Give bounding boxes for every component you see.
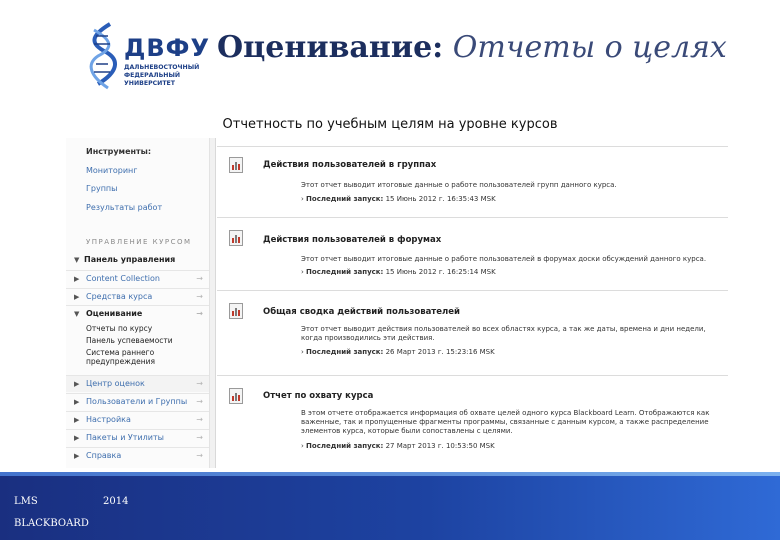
report-title-link[interactable]: Отчет по охвату курса [263,391,374,401]
reports-list [217,138,728,468]
nav-item-customization[interactable] [66,411,209,428]
report-title-link[interactable]: Действия пользователей в группах [263,160,437,170]
arrow-right-icon: → [196,292,203,301]
slide-subtitle: Отчетность по учебным целям на уровне курсов [222,117,558,132]
logo-sub-line: УНИВЕРСИТЕТ [124,80,175,87]
last-run-value: 15 Июнь 2012 г. 16:25:14 MSK [385,268,496,276]
control-panel-header[interactable] [74,255,175,264]
nav-item-grade-center[interactable] [66,375,209,392]
nav-item-label: Справка [86,451,122,460]
report-last-run: › Последний запуск: 26 Март 2013 г. 15:23:16 MSK [301,348,495,356]
report-document-icon [229,157,243,173]
blackboard-screenshot [66,138,728,468]
report-description: Этот отчет выводит итоговые данные о работе пользователей групп данного курса. [301,181,617,189]
triangle-right-icon: ▶ [74,452,80,460]
triangle-right-icon: ▶ [74,398,80,406]
triangle-right-icon: ▶ [74,275,80,283]
course-management-heading: УПРАВЛЕНИЕ КУРСОМ [86,238,192,246]
logo-name: ДВФУ [124,34,210,62]
report-description: Этот отчет выводит действия пользователей во всех областях курса, а так же даты, времена и дни недели, когда производились эти действия. [301,325,706,342]
nav-item-help[interactable] [66,447,209,464]
report-title-link[interactable]: Действия пользователей в форумах [263,235,442,245]
report-item [217,290,728,374]
arrow-right-icon: → [196,274,203,283]
arrow-right-icon: → [196,433,203,442]
report-document-icon [229,230,243,246]
logo-subtitle [124,64,214,88]
tool-link-results[interactable]: Результаты работ [86,203,163,212]
nav-item-packages-utilities[interactable] [66,429,209,446]
arrow-right-icon: → [196,309,203,318]
last-run-value: 27 Март 2013 г. 10:53:50 MSK [385,442,495,450]
nav-item-label: Пользователи и Группы [86,397,188,406]
arrow-right-icon: → [196,379,203,388]
nav-item-label: Content Collection [86,274,160,283]
report-description: Этот отчет выводит итоговые данные о работе пользователей в форумах доски обсуждений данного курса. [301,255,707,263]
nav-item-label: Пакеты и Утилиты [86,433,164,442]
report-title-link[interactable]: Общая сводка действий пользователей [263,307,460,317]
last-run-label: Последний запуск: [306,442,384,450]
sub-link-early-warning[interactable]: Система раннего предупреждения [86,348,156,366]
nav-item-content-collection[interactable] [66,270,209,287]
footer-blackboard: BLACKBOARD [14,518,89,529]
nav-item-assessment[interactable] [66,305,209,322]
nav-item-label: Средства курса [86,292,153,301]
dna-helix-logo-icon [82,22,122,94]
last-run-value: 26 Март 2013 г. 15:23:16 MSK [385,348,495,356]
tool-link-groups[interactable]: Группы [86,184,118,193]
last-run-label: Последний запуск: [306,348,384,356]
arrow-right-icon: → [196,451,203,460]
footer-year: 2014 [103,496,129,507]
report-last-run: › Последний запуск: 15 Июнь 2012 г. 16:35:43 MSK [301,195,496,203]
report-item [217,217,728,287]
arrow-right-icon: → [196,415,203,424]
triangle-right-icon: ▶ [74,434,80,442]
last-run-label: Последний запуск: [306,268,384,276]
report-last-run: › Последний запуск: 27 Март 2013 г. 10:53:50 MSK [301,442,495,450]
footer-stripe [0,472,780,476]
last-run-value: 15 Июнь 2012 г. 16:35:43 MSK [385,195,496,203]
nav-item-label: Оценивание [86,309,143,318]
arrow-right-icon: → [196,397,203,406]
sub-link-course-reports[interactable]: Отчеты по курсу [86,324,153,333]
report-item [217,375,728,468]
triangle-down-icon: ▼ [74,256,80,264]
report-document-icon [229,303,243,319]
nav-item-label: Настройка [86,415,131,424]
nav-item-label: Центр оценок [86,379,145,388]
triangle-right-icon: ▶ [74,293,80,301]
slide-title-topic: Отчеты о целях [452,30,727,65]
triangle-right-icon: ▶ [74,380,80,388]
slide-title [217,30,727,65]
triangle-down-icon: ▼ [74,310,80,318]
nav-item-course-tools[interactable] [66,288,209,305]
logo-sub-line: ФЕДЕРАЛЬНЫЙ [124,72,181,79]
report-last-run: › Последний запуск: 15 Июнь 2012 г. 16:25:14 MSK [301,268,496,276]
report-item [217,146,728,216]
nav-item-users-groups[interactable] [66,393,209,410]
report-document-icon [229,388,243,404]
last-run-label: Последний запуск: [306,195,384,203]
footer-lms: LMS [14,496,38,507]
control-panel-label: Панель управления [84,255,176,264]
sub-link-performance-dashboard[interactable]: Панель успеваемости [86,336,173,345]
slide-title-main: Оценивание: [217,30,444,65]
course-sidebar [66,138,210,468]
sidebar-splitter[interactable] [210,138,216,468]
tools-heading: Инструменты: [86,147,152,156]
fefu-logo [82,22,212,94]
logo-sub-line: ДАЛЬНЕВОСТОЧНЫЙ [124,64,200,71]
tool-link-monitoring[interactable]: Мониторинг [86,166,138,175]
report-description: В этом отчете отображается информация об охвате целей одного курса Blackboard Learn. Отображаются как важенные, так и пропущенные фрагменты программы, связанные с данным курсом, а также распределение элементов курса, которые были сопоставлены с целями. [301,409,710,435]
triangle-right-icon: ▶ [74,416,80,424]
